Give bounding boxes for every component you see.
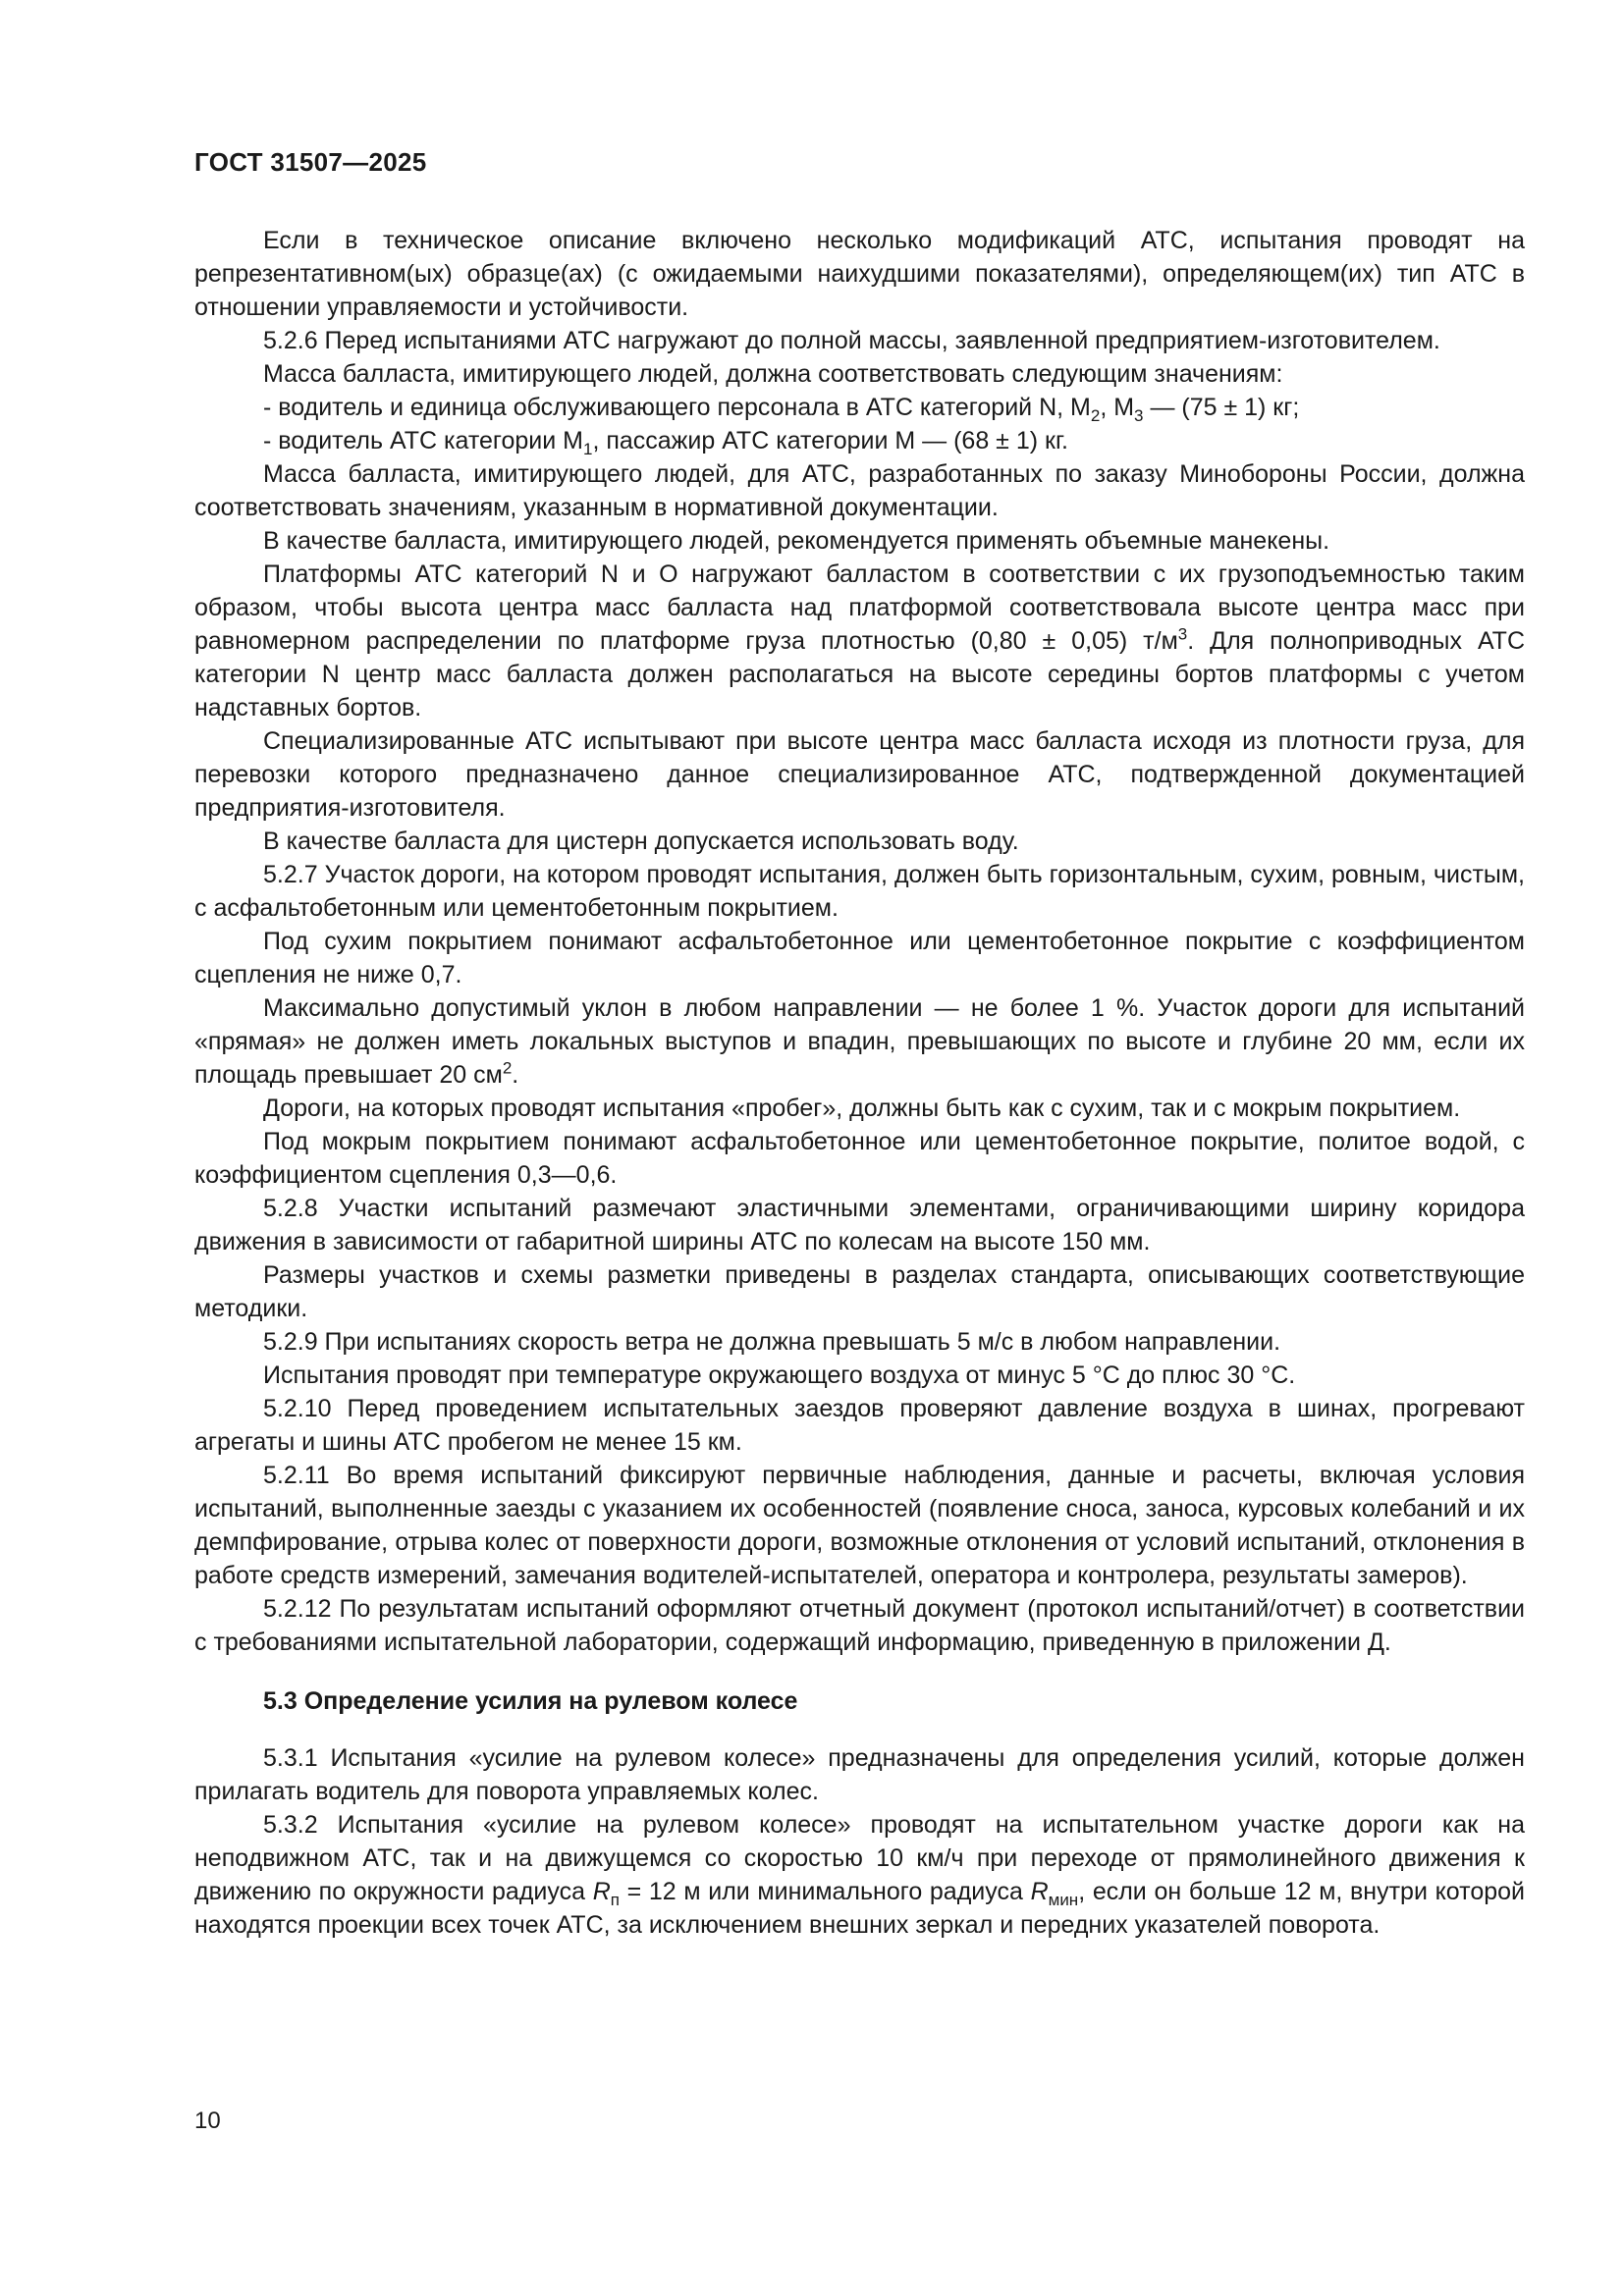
paragraph (194, 991, 1525, 1092)
symbol-r: R (1030, 1878, 1049, 1905)
paragraph: 5.2.12 По результатам испытаний оформляют отчетный документ (протокол испытаний/отчет) в соответствии с требованиями испытательной лаборатории, содержащий информацию, приведенную в приложении Д. (194, 1595, 1525, 1656)
text-run: - водитель и единица обслуживающего персонала в АТС категорий N, M (263, 394, 1091, 421)
list-item (194, 424, 1525, 457)
paragraph: Масса балласта, имитирующего людей, для АТС, разработанных по заказу Минобороны России, должна соответствовать значениям, указанным в нормативной документации. (194, 460, 1525, 521)
subscript: мин (1048, 1891, 1079, 1909)
text-run: Платформы АТС категорий N и O нагружают балластом в соответствии с их грузоподъемностью таким образом, чтобы высота центра масс балласта над платформой соответствовала высоте центра масс при равномерном распределении по платформе груза плотностью (0,80 ± 0,05) т/м (194, 561, 1525, 655)
subscript: 2 (1090, 406, 1101, 425)
text-run: Максимально допустимый уклон в любом направлении — не более 1 %. Участок дороги для испытаний «прямая» не должен иметь локальных выступов и впадин, превышающих по высоте и глубине 20 мм, если их площадь превышает 20 см (194, 994, 1525, 1089)
paragraph: 5.2.8 Участки испытаний размечают эластичными элементами, ограничивающими ширину коридора движения в зависимости от габаритной ширины АТС по колесам на высоте 150 мм. (194, 1195, 1525, 1255)
symbol-r: R (592, 1878, 611, 1905)
document-header: ГОСТ 31507—2025 (194, 147, 427, 177)
paragraph: Размеры участков и схемы разметки приведены в разделах стандарта, описывающих соответствующие методики. (194, 1261, 1525, 1322)
paragraph: 5.2.11 Во время испытаний фиксируют первичные наблюдения, данные и расчеты, включая условия испытаний, выполненные заезды с указанием их особенностей (появление сноса, заноса, курсовых колебаний и их демпфирование, отрыва колес от поверхности дороги, возможные отклонения от условий испытаний, отклонения в работе средств измерений, замечания водителей-испытателей, оператора и контролера, результаты замеров). (194, 1462, 1525, 1589)
text-run: — (75 ± 1) кг; (1143, 394, 1300, 421)
paragraph: Специализированные АТС испытывают при высоте центра масс балласта исходя из плотности груза, для перевозки которого предназначено данное специализированное АТС, подтвержденной документацией предприятия-изготовителя. (194, 727, 1525, 822)
subscript: 1 (582, 440, 593, 458)
paragraph: 5.2.10 Перед проведением испытательных заездов проверяют давление воздуха в шинах, прогревают агрегаты и шины АТС пробегом не менее 15 км. (194, 1395, 1525, 1456)
paragraph: Масса балласта, имитирующего людей, должна соответствовать следующим значениям: (263, 360, 1283, 388)
superscript: 3 (1177, 624, 1188, 644)
paragraph: 5.2.9 При испытаниях скорость ветра не должна превышать 5 м/с в любом направлении. (263, 1328, 1281, 1356)
paragraph: В качестве балласта, имитирующего людей, рекомендуется применять объемные манекены. (263, 527, 1330, 555)
text-run: = 12 м или минимального радиуса (619, 1878, 1031, 1905)
text-run: - водитель АТС категории M (263, 427, 583, 454)
text-run: , M (1100, 394, 1135, 421)
subscript: п (610, 1891, 620, 1909)
paragraph: Если в техническое описание включено несколько модификаций АТС, испытания проводят на репрезентативном(ых) образце(ах) (с ожидаемыми наихудшими показателями), определяющем(их) тип АТС в отношении управляемости и устойчивости. (194, 227, 1525, 321)
section-title: 5.3 Определение усилия на рулевом колесе (263, 1687, 798, 1715)
superscript: 2 (502, 1058, 513, 1078)
text-run: , если он больше 12 м, внутри которой находятся проекции всех точек АТС, за исключением внешних зеркал и передних указателей поворота. (194, 1878, 1526, 1939)
text-run: 5.3.2 Испытания «усилие на рулевом колесе» проводят на испытательном участке дороги как на неподвижном АТС, так и на движущемся со скоростью 10 км/ч при переходе от прямолинейного движения к движению по окружности радиуса (194, 1811, 1525, 1905)
subscript: 3 (1134, 406, 1144, 425)
paragraph (194, 1808, 1525, 1942)
paragraph: 5.2.6 Перед испытаниями АТС нагружают до полной массы, заявленной предприятием-изготовителем. (263, 327, 1440, 354)
text-run: , пассажир АТС категории M — (68 ± 1) кг. (592, 427, 1068, 454)
list-item (194, 391, 1525, 424)
paragraph: Испытания проводят при температуре окружающего воздуха от минус 5 °С до плюс 30 °С. (263, 1362, 1296, 1389)
paragraph: В качестве балласта для цистерн допускается использовать воду. (263, 828, 1019, 855)
paragraph: Под мокрым покрытием понимают асфальтобетонное или цементобетонное покрытие, политое водой, с коэффициентом сцепления 0,3—0,6. (194, 1128, 1525, 1189)
paragraph: Дороги, на которых проводят испытания «пробег», должны быть как с сухим, так и с мокрым покрытием. (263, 1095, 1461, 1122)
text-run: . (512, 1061, 519, 1089)
paragraph: 5.2.7 Участок дороги, на котором проводят испытания, должен быть горизонтальным, сухим, ровным, чистым, с асфальтобетонным или цементобетонным покрытием. (194, 861, 1525, 922)
page-number: 10 (194, 2108, 221, 2134)
paragraph (194, 558, 1525, 724)
text-run: . Для полноприводных АТС категории N центр масс балласта должен располагаться на высоте середины бортов платформы с учетом надставных бортов. (194, 627, 1526, 721)
document-body (194, 224, 1525, 1942)
paragraph: 5.3.1 Испытания «усилие на рулевом колесе» предназначены для определения усилий, которые должен прилагать водитель для поворота управляемых колес. (194, 1744, 1525, 1805)
paragraph: Под сухим покрытием понимают асфальтобетонное или цементобетонное покрытие с коэффициентом сцепления не ниже 0,7. (194, 928, 1525, 988)
